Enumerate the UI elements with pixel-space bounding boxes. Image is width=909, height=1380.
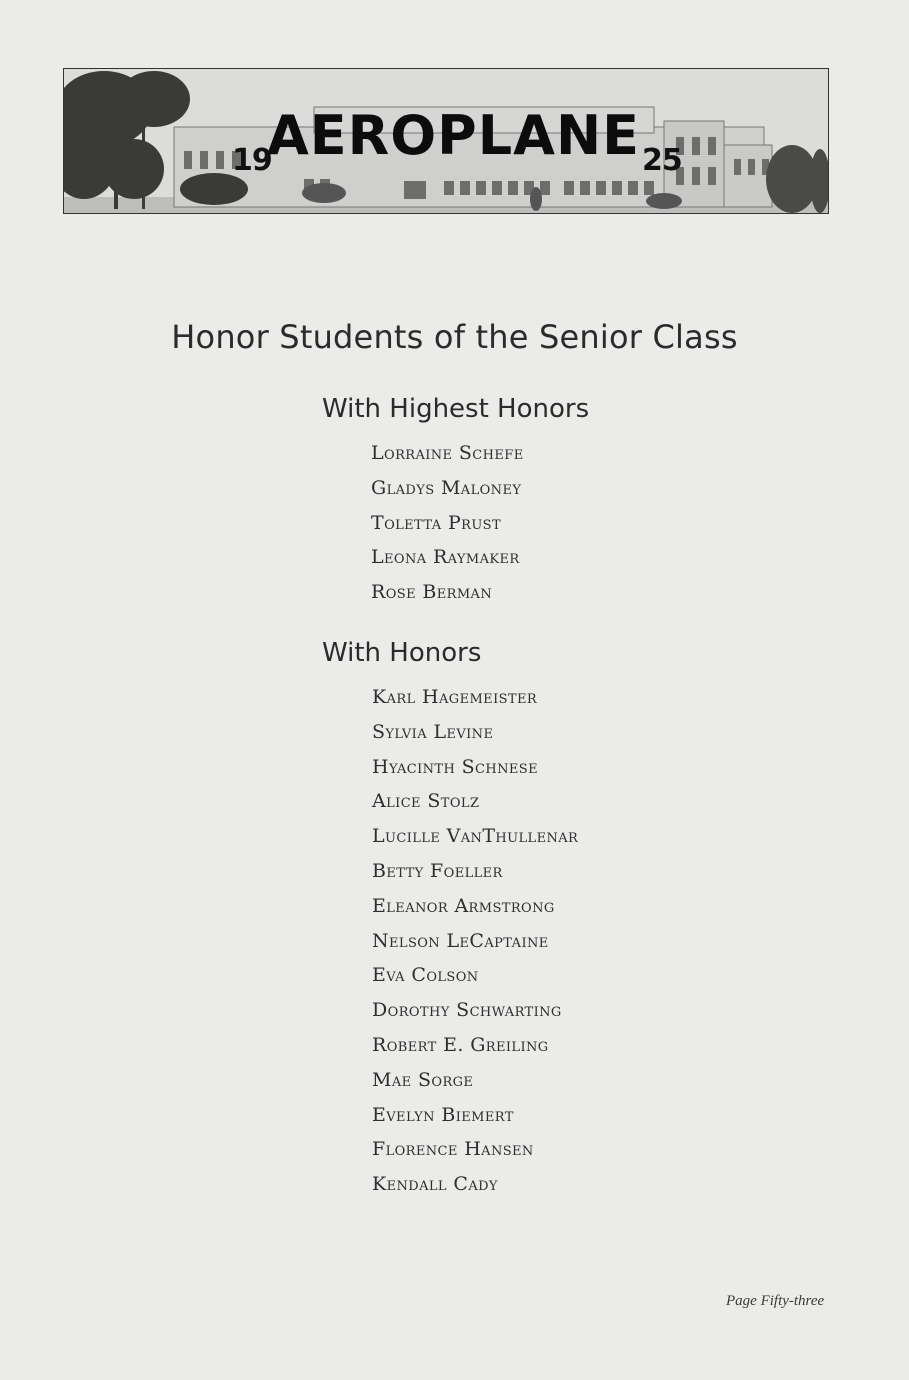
list-item: Toletta Prust xyxy=(371,511,502,534)
list-item: Kendall Cady xyxy=(372,1173,498,1196)
highest-honors-list xyxy=(371,440,524,614)
list-item: Lorraine Schefe xyxy=(371,442,524,464)
list-item: Karl Hagemeister xyxy=(372,686,538,708)
section-heading-highest-honors: With Highest Honors xyxy=(322,394,590,424)
school-building-illustration xyxy=(64,69,829,214)
list-item: Florence Hansen xyxy=(372,1138,534,1161)
header-banner xyxy=(63,68,829,214)
list-item: Hyacinth Schnese xyxy=(372,755,538,778)
list-item: Evelyn Biemert xyxy=(372,1103,514,1126)
list-item: Eva Colson xyxy=(372,964,479,987)
page-title: Honor Students of the Senior Class xyxy=(171,318,738,356)
list-item: Nelson LeCaptaine xyxy=(372,929,549,952)
list-item: Gladys Maloney xyxy=(371,476,522,499)
page-number: Page Fifty-three xyxy=(726,1293,825,1309)
list-item: Leona Raymaker xyxy=(371,546,520,569)
list-item: Betty Foeller xyxy=(372,859,503,882)
list-item: Robert E. Greiling xyxy=(372,1033,549,1056)
honors-list xyxy=(372,684,578,1206)
list-item: Lucille VanThullenar xyxy=(372,825,579,848)
section-heading-honors: With Honors xyxy=(322,638,482,668)
banner-year-right: 25 xyxy=(642,143,682,178)
list-item: Alice Stolz xyxy=(372,790,480,813)
banner-title: AEROPLANE xyxy=(267,104,641,167)
list-item: Rose Berman xyxy=(371,581,493,604)
list-item: Eleanor Armstrong xyxy=(372,894,555,917)
list-item: Dorothy Schwarting xyxy=(372,999,562,1022)
banner-year-left: 19 xyxy=(232,143,272,178)
list-item: Sylvia Levine xyxy=(372,720,494,743)
list-item: Mae Sorge xyxy=(372,1068,474,1091)
